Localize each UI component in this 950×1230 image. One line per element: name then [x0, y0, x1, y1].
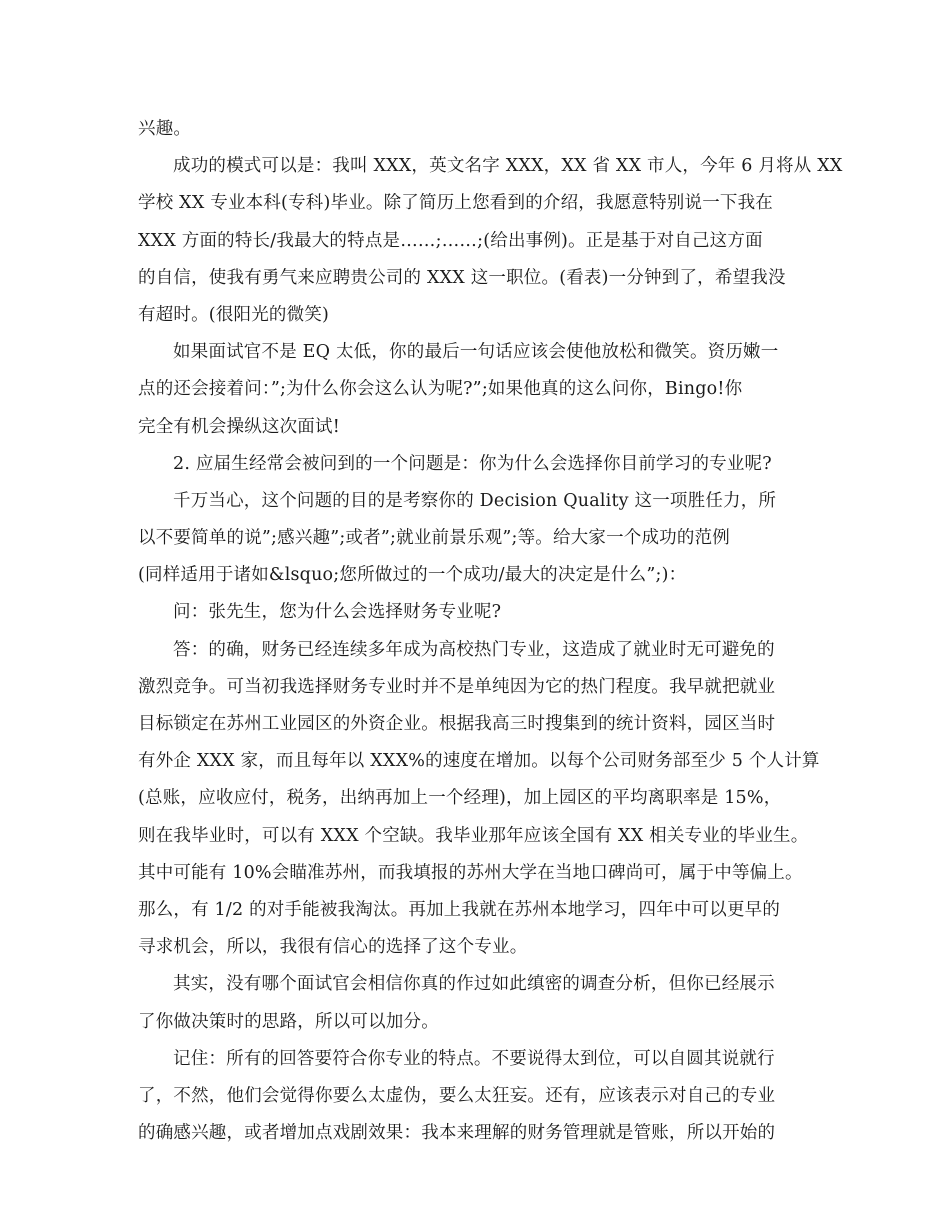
document-body [138, 111, 843, 1152]
text-line: 寻求机会，所以，我很有信心的选择了这个专业。 [138, 937, 528, 958]
text-line: 千万当心，这个问题的目的是考察你的 Decision Quality 这一项胜任力，所 [173, 490, 777, 511]
paragraph [138, 111, 818, 148]
text-line: 其中可能有 10%会瞄准苏州，而我填报的苏州大学在当地口碑尚可，属于中等偏上。 [138, 862, 803, 883]
text-line: 则在我毕业时，可以有 XXX 个空缺。我毕业那年应该全国有 XX 相关专业的毕业生。 [138, 825, 809, 846]
paragraph [138, 148, 843, 334]
text-line: 问：张先生，您为什么会选择财务专业呢? [173, 602, 502, 623]
text-line: 目标锁定在苏州工业园区的外资企业。根据我高三时搜集到的统计资料，园区当时 [138, 714, 776, 734]
paragraph [138, 483, 818, 595]
text-line: (总账，应收应付，税务，出纳再加上一个经理)，加上园区的平均离职率是 15%， [138, 788, 782, 809]
text-line: 学校 XX 专业本科(专科)毕业。除了简历上您看到的介绍，我愿意特别说一下我在 [138, 193, 773, 214]
text-line: 答：的确，财务已经连续多年成为高校热门专业，这造成了就业时无可避免的 [173, 639, 775, 660]
text-line: 以不要简单的说”;感兴趣”;或者”;就业前景乐观”;等。给大家一个成功的范例 [138, 528, 730, 549]
text-line: (同样适用于诸如&lsquo;您所做过的一个成功/最大的决定是什么”;)： [138, 565, 687, 586]
text-line: 其实，没有哪个面试官会相信你真的作过如此缜密的调查分析，但你已经展示 [173, 974, 775, 995]
paragraph [138, 446, 818, 483]
text-line: 的确感兴趣，或者增加点戏剧效果：我本来理解的财务管理就是管账，所以开始的 [138, 1123, 776, 1144]
text-line: 了，不然，他们会觉得你要么太虚伪，要么太狂妄。还有，应该表示对自己的专业 [138, 1085, 776, 1106]
text-line: 如果面试官不是 EQ 太低，你的最后一句话应该会使他放松和微笑。资历嫩一 [173, 342, 779, 363]
text-line: 2. 应届生经常会被问到的一个问题是：你为什么会选择你目前学习的专业呢? [173, 453, 772, 474]
text-line: 激烈竞争。可当初我选择财务专业时并不是单纯因为它的热门程度。我早就把就业 [138, 676, 776, 697]
text-line: 那么，有 1/2 的对手能被我淘汰。再加上我就在苏州本地学习，四年中可以更早的 [138, 899, 781, 920]
paragraph [138, 1041, 818, 1153]
text-line: 记住：所有的回答要符合你专业的特点。不要说得太到位，可以自圆其说就行 [173, 1048, 775, 1069]
text-line: 兴趣。 [138, 119, 192, 139]
paragraph [138, 334, 818, 446]
paragraph [138, 966, 818, 1040]
paragraph [138, 632, 818, 967]
paragraph [138, 594, 818, 631]
text-line: 成功的模式可以是：我叫 XXX，英文名字 XXX，XX 省 XX 市人，今年 6 月将从 XX [173, 156, 843, 177]
text-line: 完全有机会操纵这次面试! [138, 416, 340, 437]
text-line: XXX 方面的特长/我最大的特点是……;……;(给出事例)。正是基于对自己这方面 [138, 230, 763, 251]
text-line: 了你做决策时的思路，所以可以加分。 [138, 1011, 439, 1032]
text-line: 的自信，使我有勇气来应聘贵公司的 XXX 这一职位。(看表)一分钟到了，希望我没 [138, 267, 786, 288]
text-line: 有外企 XXX 家，而且每年以 XXX%的速度在增加。以每个公司财务部至少 5 个人计算 [138, 751, 820, 772]
text-line: 点的还会接着问：”;为什么你会这么认为呢?”;如果他真的这么问你，Bingo!你 [138, 379, 743, 400]
text-line: 有超时。(很阳光的微笑) [138, 304, 330, 325]
